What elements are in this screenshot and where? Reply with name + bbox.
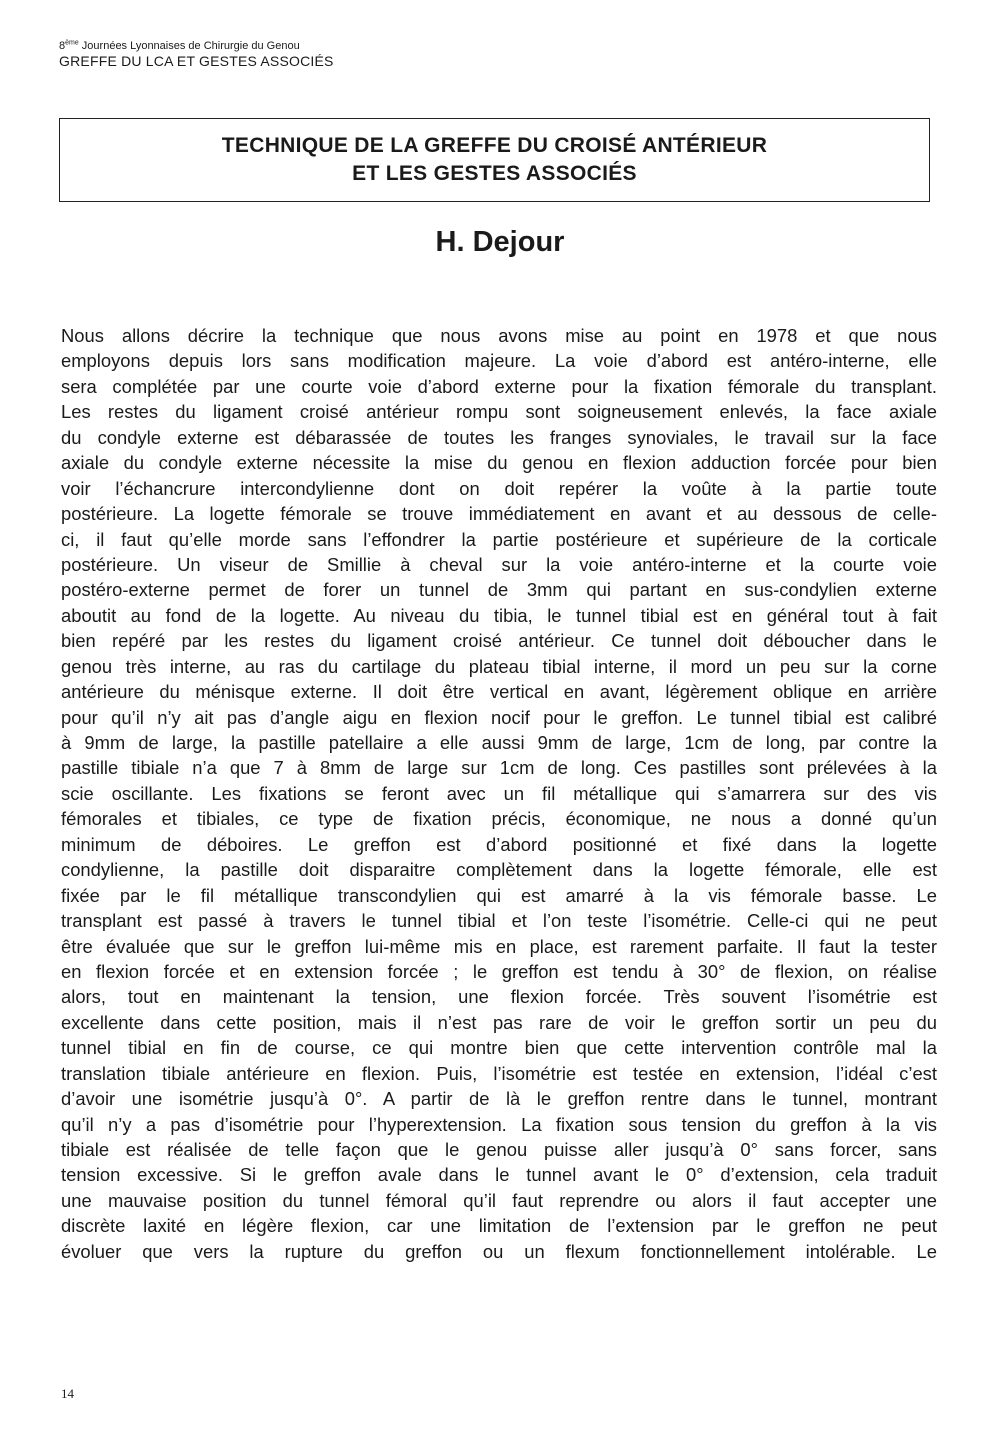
body-text-line: aboutit au fond de la logette. Au niveau du tibia, le tunnel tibial est en général tout à fait [61, 604, 937, 626]
conference-name: 8ème Journées Lyonnaises de Chirurgie du Genou [59, 39, 300, 52]
series-title: GREFFE DU LCA ET GESTES ASSOCIÉS [59, 52, 334, 69]
article-title-line: ET LES GESTES ASSOCIÉS [352, 162, 637, 185]
body-text-line: postérieure. Un viseur de Smillie à cheval sur la voie antéro-interne et la courte voie [61, 553, 937, 575]
body-text-line: minimum de déboires. Le greffon est d’abord positionné et fixé dans la logette [61, 833, 937, 855]
body-text-line: une mauvaise position du tunnel fémoral qu’il faut reprendre ou alors il faut accepter une [61, 1189, 937, 1211]
body-text-line: antérieure du ménisque externe. Il doit être vertical en avant, légèrement oblique en arrière [61, 681, 937, 703]
body-text-line: d’avoir une isométrie jusqu’à 0°. A partir de là le greffon rentre dans le tunnel, montrant [61, 1088, 937, 1110]
body-text-line: translation tibiale antérieure en flexion. Puis, l’isométrie est testée en extension, l’idéal c’est [61, 1062, 937, 1084]
body-text-line: scie oscillante. Les fixations se feront avec un fil métallique qui s’amarrera sur des vis [61, 782, 937, 804]
body-text-line: tension excessive. Si le greffon avale dans le tunnel avant le 0° d’extension, cela traduit [61, 1164, 937, 1186]
body-text-line: fémorales et tibiales, ce type de fixation précis, économique, ne nous a donné qu’un [61, 808, 937, 830]
body-text-line: genou très interne, au ras du cartilage du plateau tibial interne, il mord un peu sur la corne [61, 655, 937, 677]
article-author: H. Dejour [435, 226, 565, 258]
body-text-line: pastille tibiale n’a que 7 à 8mm de large sur 1cm de long. Ces pastilles sont prélevées à la [61, 757, 937, 779]
article-body [61, 323, 937, 1264]
body-text-line: condylienne, la pastille doit disparaitre complètement dans la logette fémorale, elle est [61, 859, 937, 881]
body-text-line: à 9mm de large, la pastille patellaire a elle aussi 9mm de large, 1cm de long, par contre la [61, 732, 937, 753]
body-text-line: bien repéré par les restes du ligament croisé antérieur. Ce tunnel doit déboucher dans le [61, 630, 937, 652]
ordinal-suffix: ème [65, 39, 79, 47]
running-header [59, 40, 334, 69]
body-text-line: pour qu’il n’y ait pas d’angle aigu en flexion nocif pour le greffon. Le tunnel tibial est calibré [61, 706, 937, 728]
article-title-line: TECHNIQUE DE LA GREFFE DU CROISÉ ANTÉRIEUR [221, 134, 768, 157]
body-text-line: Les restes du ligament croisé antérieur rompu sont soigneusement enlevés, la face axiale [61, 401, 937, 423]
body-text-line: en flexion forcée et en extension forcée ; le greffon est tendu à 30° de flexion, on réalise [61, 960, 937, 982]
body-text-line: tibiale est réalisée de telle façon que le genou puisse aller jusqu’à 0° sans forcer, sans [61, 1139, 937, 1160]
body-text-line: du condyle externe est débarassée de toutes les franges synoviales, le travail sur la face [61, 426, 937, 448]
body-text-line: tunnel tibial en fin de course, ce qui montre bien que cette intervention contrôle mal la [61, 1037, 937, 1059]
body-text-line: Nous allons décrire la technique que nous avons mise au point en 1978 et que nous [61, 325, 937, 346]
body-text-line: évoluer que vers la rupture du greffon ou un flexum fonctionnellement intolérable. Le [61, 1240, 937, 1262]
body-text-line: postérieure. La logette fémorale se trouve immédiatement en avant et au dessous de celle- [61, 503, 937, 525]
body-text-line: discrète laxité en légère flexion, car une limitation de l’extension par le greffon ne peut [61, 1215, 937, 1237]
article-title-box [59, 118, 930, 202]
body-text-line: voir l’échancrure intercondylienne dont on doit repérer la voûte à la partie toute [61, 477, 937, 499]
page-number: 14 [61, 1386, 74, 1401]
body-text-line: ci, il faut qu’elle morde sans l’effondrer la partie postérieure et supérieure de la corticale [61, 528, 937, 550]
body-text-line: postéro-externe permet de forer un tunnel de 3mm qui partant en sus-condylien externe [61, 579, 937, 601]
body-text-line: transplant est passé à travers le tunnel tibial et l’on teste l’isométrie. Celle-ci qui ne peut [61, 910, 937, 932]
body-text-line: fixée par le fil métallique transcondylien qui est amarré à la vis fémorale basse. Le [61, 884, 937, 906]
body-text-line: alors, tout en maintenant la tension, une flexion forcée. Très souvent l’isométrie est [61, 986, 937, 1008]
body-text-line: être évaluée que sur le greffon lui-même mis en place, est rarement parfaite. Il faut la tester [61, 935, 937, 957]
body-text-line: axiale du condyle externe nécessite la mise du genou en flexion adduction forcée pour bien [61, 452, 937, 474]
body-text-line: employons depuis lors sans modification majeure. La voie d’abord est antéro-interne, elle [61, 350, 937, 372]
body-text-line: qu’il n’y a pas d’isométrie pour l’hyperextension. La fixation sous tension du greffon à la vis [61, 1113, 937, 1135]
body-text-line: excellente dans cette position, mais il n’est pas rare de voir le greffon sortir un peu du [61, 1011, 937, 1033]
body-text-line: sera complétée par une courte voie d’abord externe pour la fixation fémorale du transplant. [61, 375, 937, 397]
